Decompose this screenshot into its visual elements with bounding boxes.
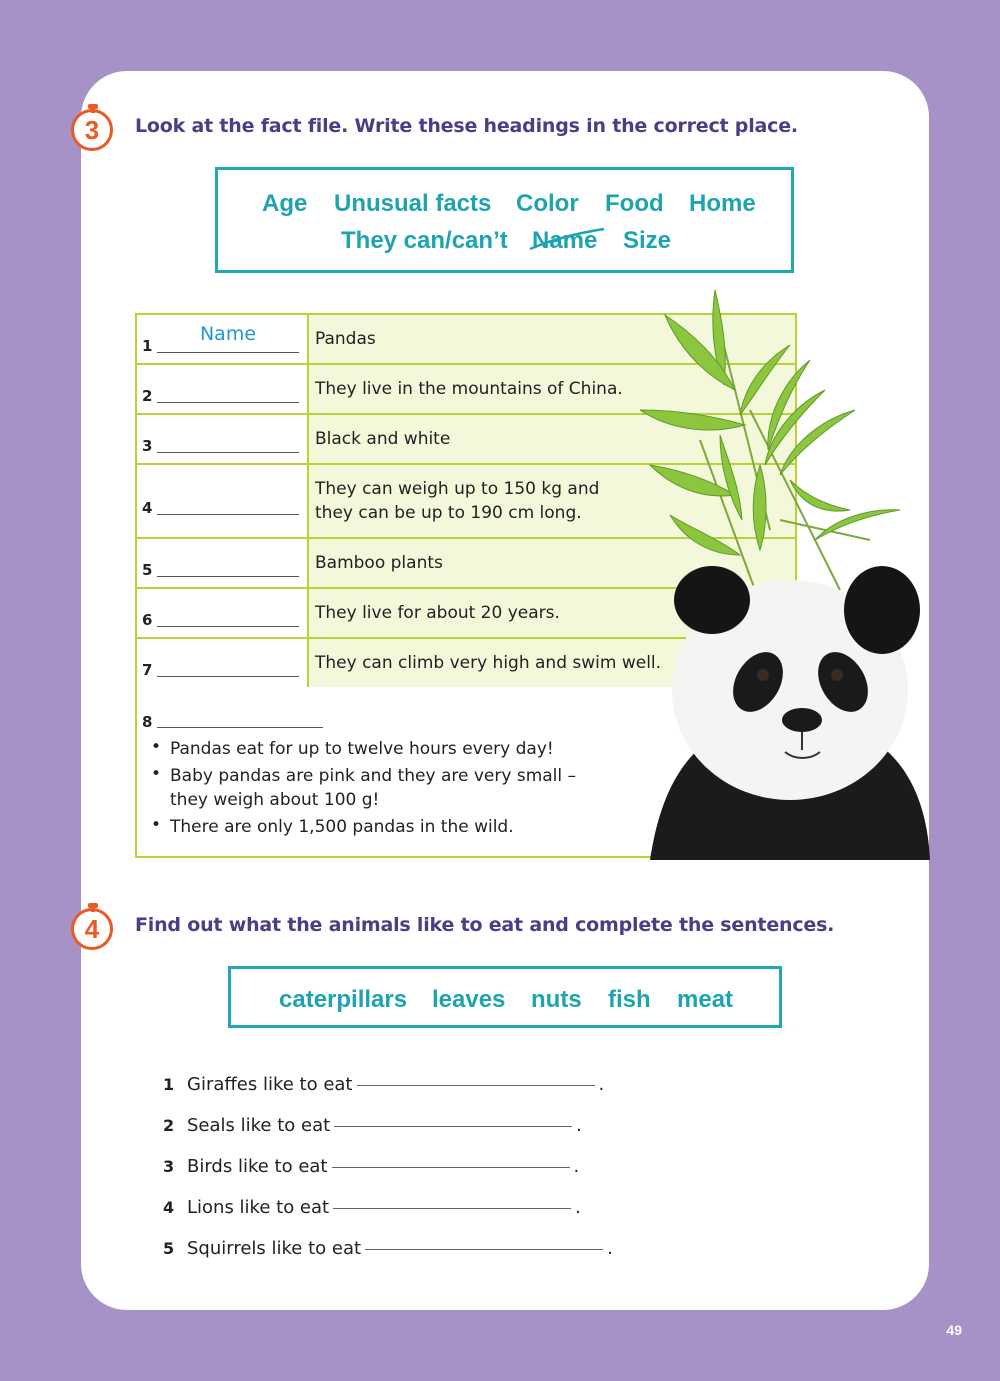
table-row: 4 They can weigh up to 150 kg and they can be up to 190 cm long. — [136, 464, 796, 538]
answer-blank[interactable] — [365, 1248, 603, 1250]
sentence-1: 1 Giraffes like to eat . — [163, 1074, 605, 1095]
exercise-4-badge — [71, 908, 113, 950]
word-home: Home — [689, 190, 756, 217]
heading-blank[interactable] — [157, 514, 299, 515]
answer-blank[interactable] — [357, 1084, 595, 1086]
unusual-facts-cell: 8 • Pandas eat for up to twelve hours every day! • Baby pandas are pink and they are very small – they weigh about 100 g! • There are only 1,500 pandas in the wild. — [135, 687, 797, 858]
panda-bamboo-illustration — [640, 290, 930, 860]
answer-blank[interactable] — [333, 1207, 571, 1209]
page-number: 49 — [946, 1322, 962, 1338]
heading-blank[interactable] — [157, 676, 299, 677]
word-name-crossed: Name — [532, 227, 597, 255]
heading-blank[interactable] — [157, 402, 299, 403]
exercise-3-number: 3 — [84, 115, 100, 145]
fact-bullet: There are only 1,500 pandas in the wild. — [170, 817, 514, 837]
word-food: Food — [605, 190, 664, 217]
sentence-3: 3 Birds like to eat . — [163, 1156, 580, 1177]
word-unusual-facts: Unusual facts — [334, 190, 492, 217]
table-row: 7 They can climb very high and swim well. — [136, 638, 796, 688]
exercise-3-instruction: Look at the fact file. Write these headings in the correct place. — [135, 115, 798, 137]
word-age: Age — [262, 190, 308, 217]
fact-value: They can weigh up to 150 kg and they can be up to 190 cm long. — [308, 464, 796, 538]
fact-bullet: Pandas eat for up to twelve hours every day! — [170, 739, 554, 759]
table-row: 5 Bamboo plants — [136, 538, 796, 588]
word-caterpillars: caterpillars — [279, 986, 408, 1013]
table-row: 6 They live for about 20 years. — [136, 588, 796, 638]
fact-bullet: Baby pandas are pink and they are very small – — [170, 766, 577, 786]
strikethrough-mark — [528, 227, 606, 257]
exercise-3-badge — [71, 109, 113, 151]
bullet-icon: • — [151, 764, 162, 784]
exercise-4-instruction: Find out what the animals like to eat and complete the sentences. — [135, 914, 835, 936]
word-leaves: leaves — [432, 986, 506, 1013]
panda-icon — [650, 566, 930, 860]
heading-blank[interactable] — [157, 352, 299, 353]
fact-value: Bamboo plants — [308, 538, 796, 588]
fact-value: They can climb very high and swim well. — [308, 638, 796, 688]
fact-bullet-continued: they weigh about 100 g! — [170, 790, 380, 810]
heading-blank[interactable] — [157, 452, 299, 453]
word-nuts: nuts — [531, 986, 582, 1013]
fact-value: Black and white — [308, 414, 796, 464]
heading-blank[interactable] — [157, 626, 299, 627]
table-row: 3 Black and white — [136, 414, 796, 464]
table-row: 1 Name Pandas — [136, 314, 796, 364]
heading-word-box — [215, 167, 794, 273]
bullet-icon: • — [151, 815, 162, 835]
heading-blank[interactable] — [157, 727, 323, 728]
bamboo-leaves — [640, 290, 900, 555]
answer-blank[interactable] — [332, 1166, 570, 1168]
fact-value: Pandas — [308, 314, 796, 364]
heading-blank[interactable] — [157, 576, 299, 577]
word-meat: meat — [677, 986, 734, 1013]
food-word-box — [228, 966, 782, 1028]
fact-value: They live in the mountains of China. — [308, 364, 796, 414]
word-they-can-cant: They can/can’t — [341, 227, 508, 254]
exercise-4-number: 4 — [84, 914, 100, 944]
sentence-5: 5 Squirrels like to eat . — [163, 1238, 613, 1259]
sentence-2: 2 Seals like to eat . — [163, 1115, 582, 1136]
word-size: Size — [623, 227, 672, 254]
bullet-icon: • — [151, 737, 162, 757]
word-color: Color — [516, 190, 579, 217]
sentence-4: 4 Lions like to eat . — [163, 1197, 581, 1218]
answer-blank[interactable] — [334, 1125, 572, 1127]
answer-name: Name — [199, 323, 257, 345]
fact-value: They live for about 20 years. — [308, 588, 796, 638]
word-fish: fish — [608, 986, 651, 1013]
table-row: 2 They live in the mountains of China. — [136, 364, 796, 414]
